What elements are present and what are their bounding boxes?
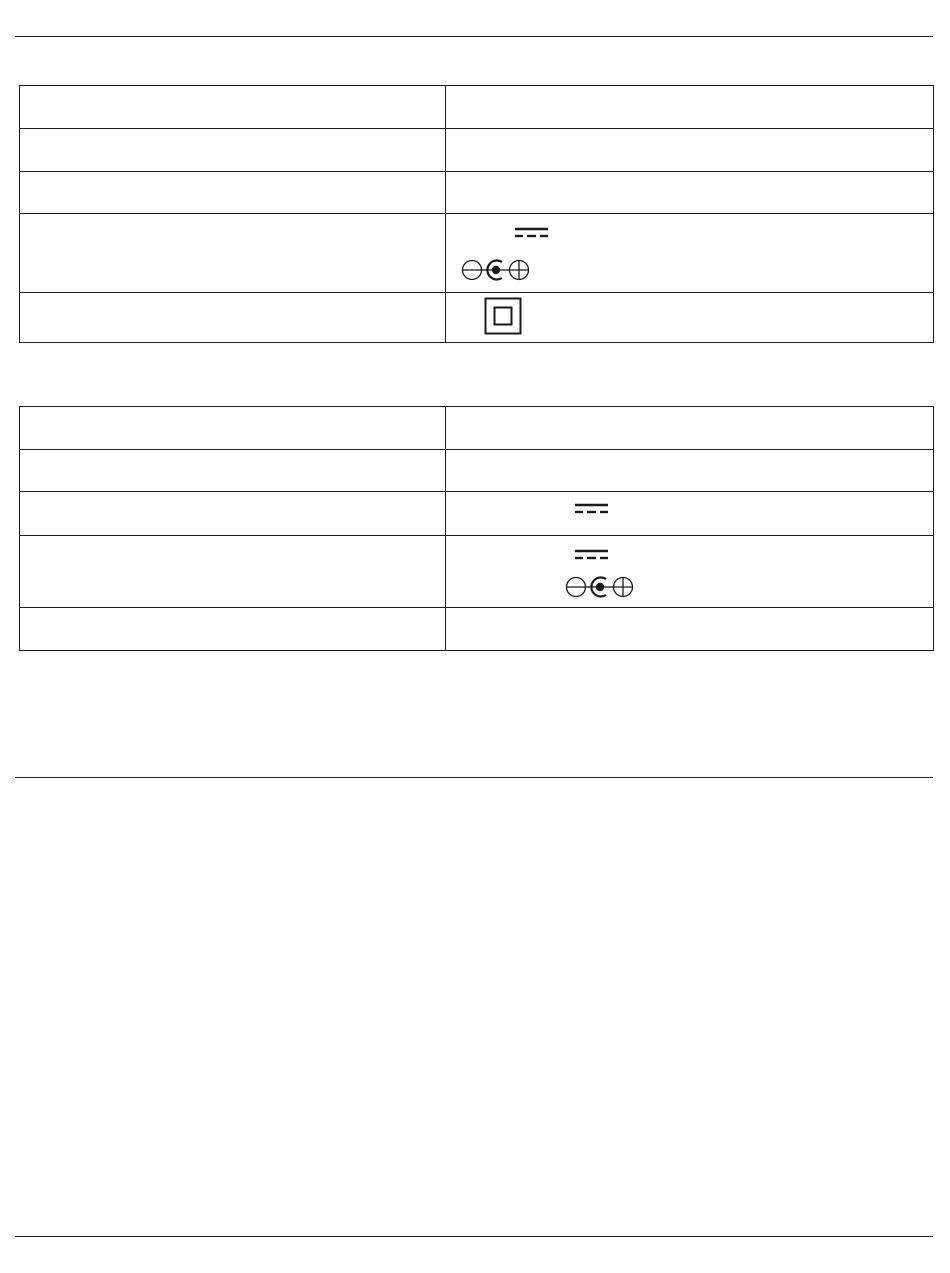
table-cell-value (446, 536, 934, 608)
table-cell-label (20, 129, 446, 172)
polarity-icon (461, 258, 533, 282)
table-cell-label (20, 172, 446, 214)
table-cell-label (20, 450, 446, 492)
table-cell-label (20, 492, 446, 536)
table-cell-value (446, 492, 934, 536)
top-rule (15, 36, 933, 37)
table-cell-value (446, 172, 934, 214)
table-row (20, 608, 934, 651)
dc-current-icon (514, 226, 550, 240)
double-insulation-icon (484, 297, 522, 335)
table-row (20, 86, 934, 129)
polarity-icon (565, 575, 637, 599)
table-cell-value (446, 293, 934, 343)
table-cell-label (20, 293, 446, 343)
table-row (20, 450, 934, 492)
table-cell-label (20, 86, 446, 129)
section-rule (15, 777, 933, 778)
table-cell-value (446, 407, 934, 450)
table-row (20, 407, 934, 450)
table-cell-label (20, 608, 446, 651)
table-row (20, 492, 934, 536)
table-row (20, 172, 934, 214)
table-cell-value (446, 86, 934, 129)
table-row (20, 129, 934, 172)
table-cell-value (446, 608, 934, 651)
table-row (20, 214, 934, 293)
table-cell-value (446, 214, 934, 293)
table-row (20, 536, 934, 608)
table-cell-value (446, 129, 934, 172)
dc-current-icon (574, 502, 610, 516)
bottom-rule (15, 1236, 933, 1237)
table-cell-value (446, 450, 934, 492)
table-cell-label (20, 407, 446, 450)
dc-current-icon (574, 548, 610, 562)
table-row (20, 293, 934, 343)
spec-table-2 (19, 406, 934, 651)
spec-table-1 (19, 85, 934, 343)
table-cell-label (20, 214, 446, 293)
table-cell-label (20, 536, 446, 608)
